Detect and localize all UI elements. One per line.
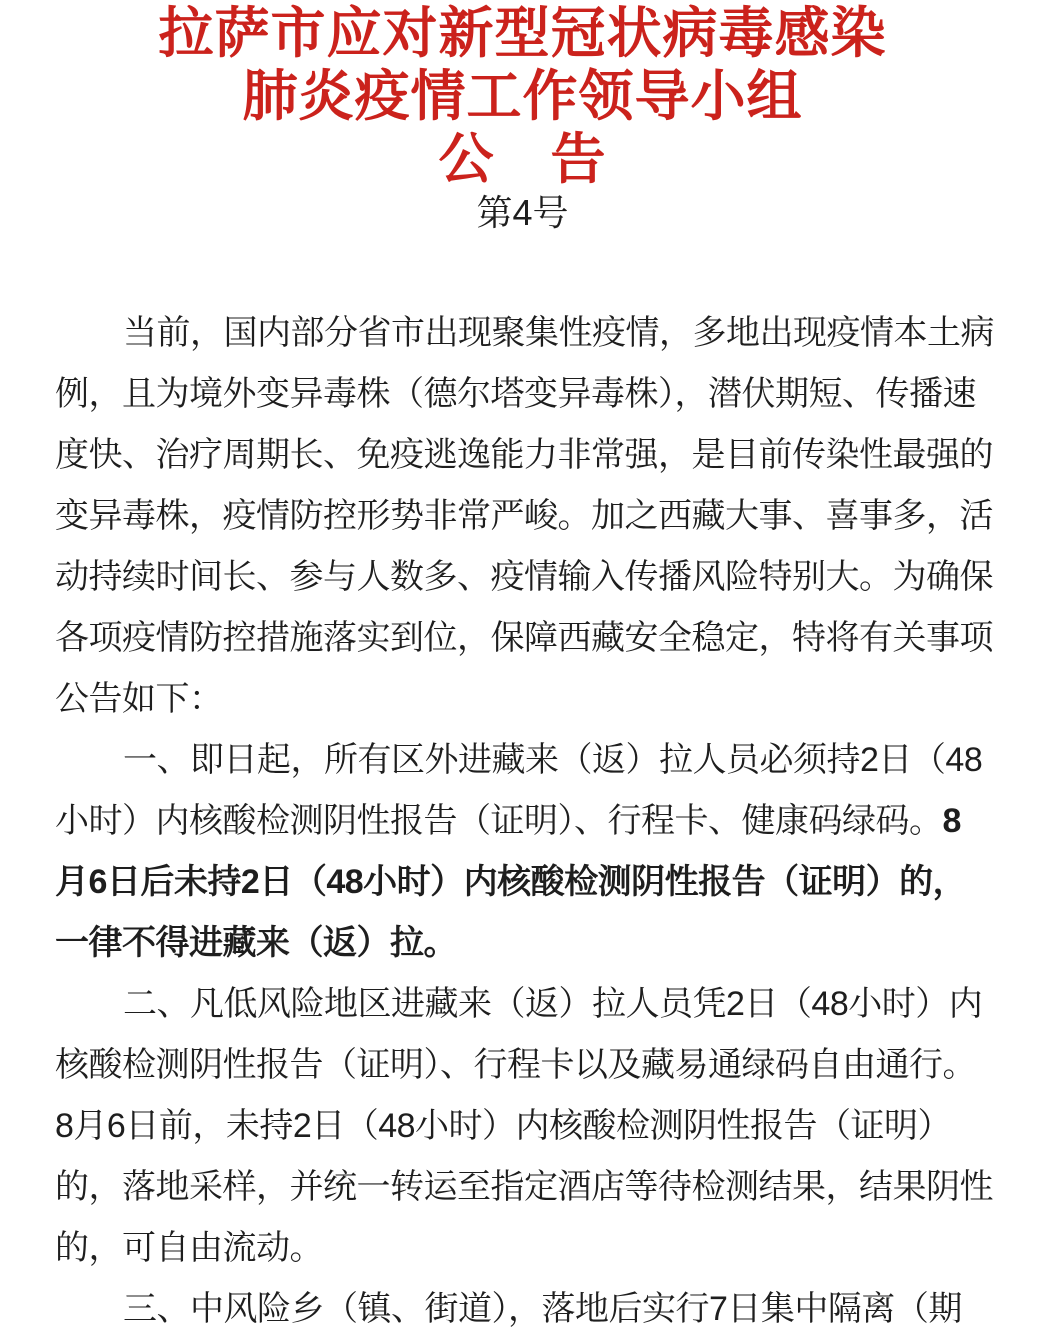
issue-number: 第4号: [476, 192, 569, 233]
body-segment: 动持续时间长、参与人数多、疫情输入传播风险特别大。为确保: [55, 558, 993, 596]
body-line: [55, 1279, 990, 1340]
body-line: [55, 913, 990, 974]
document-header: [0, 0, 1045, 233]
body-segment: 的，可自由流动。: [55, 1229, 323, 1267]
body-line: [55, 303, 994, 364]
body-line: [55, 364, 990, 425]
body-segment: 的，落地采样，并统一转运至指定酒店等待检测结果，结果阴性: [55, 1168, 993, 1206]
body-line: [55, 1096, 990, 1157]
body-line: [55, 1218, 990, 1279]
body-segment: 三、中风险乡（镇、街道），落地后实行7日集中隔离（期: [123, 1290, 962, 1328]
body-segment-bold: 月6日后未持2日（48小时）内核酸检测阴性报告（证明）的，: [55, 863, 967, 901]
body-line: [55, 791, 990, 852]
body-line: [55, 669, 990, 730]
body-segment: 二、凡低风险地区进藏来（返）拉人员凭2日（48小时）内: [123, 985, 983, 1023]
title-line-3: 公 告: [438, 128, 607, 190]
title-line-2: 肺炎疫情工作领导小组: [242, 65, 803, 127]
body-line: [55, 852, 990, 913]
body-segment: 核酸检测阴性报告（证明）、行程卡以及藏易通绿码自由通行。: [55, 1046, 976, 1084]
body-line: [55, 486, 993, 547]
body-segment: 例，且为境外变异毒株（德尔塔变异毒株），潜伏期短、传播速: [55, 375, 976, 413]
body-segment-bold: 8: [942, 802, 961, 840]
body-text: [55, 303, 994, 1340]
body-segment: 各项疫情防控措施落实到位，保障西藏安全稳定，特将有关事项: [55, 619, 993, 657]
body-segment: 度快、治疗周期长、免疫逃逸能力非常强，是目前传染性最强的: [55, 436, 993, 474]
body-segment-bold: 一律不得进藏来（返）拉。: [55, 924, 457, 962]
body-segment: 小时）内核酸检测阴性报告（证明）、行程卡、健康码绿码。: [55, 802, 943, 840]
body-line: [55, 547, 993, 608]
body-line: [55, 1157, 993, 1218]
body-line: [55, 608, 993, 669]
body-segment: 公告如下：: [55, 680, 223, 718]
body-line: [55, 425, 993, 486]
title-line-1: 拉萨市应对新型冠状病毒感染: [158, 2, 887, 64]
body-segment: 变异毒株，疫情防控形势非常严峻。加之西藏大事、喜事多，活: [55, 497, 993, 535]
body-segment: 8月6日前，未持2日（48小时）内核酸检测阴性报告（证明）: [55, 1107, 952, 1145]
body-segment: 一、即日起，所有区外进藏来（返）拉人员必须持2日（48: [123, 741, 983, 779]
body-segment: 当前，国内部分省市出现聚集性疫情，多地出现疫情本土病: [123, 314, 994, 352]
body-line: [55, 974, 990, 1035]
body-line: [55, 1035, 990, 1096]
body-line: [55, 730, 990, 791]
